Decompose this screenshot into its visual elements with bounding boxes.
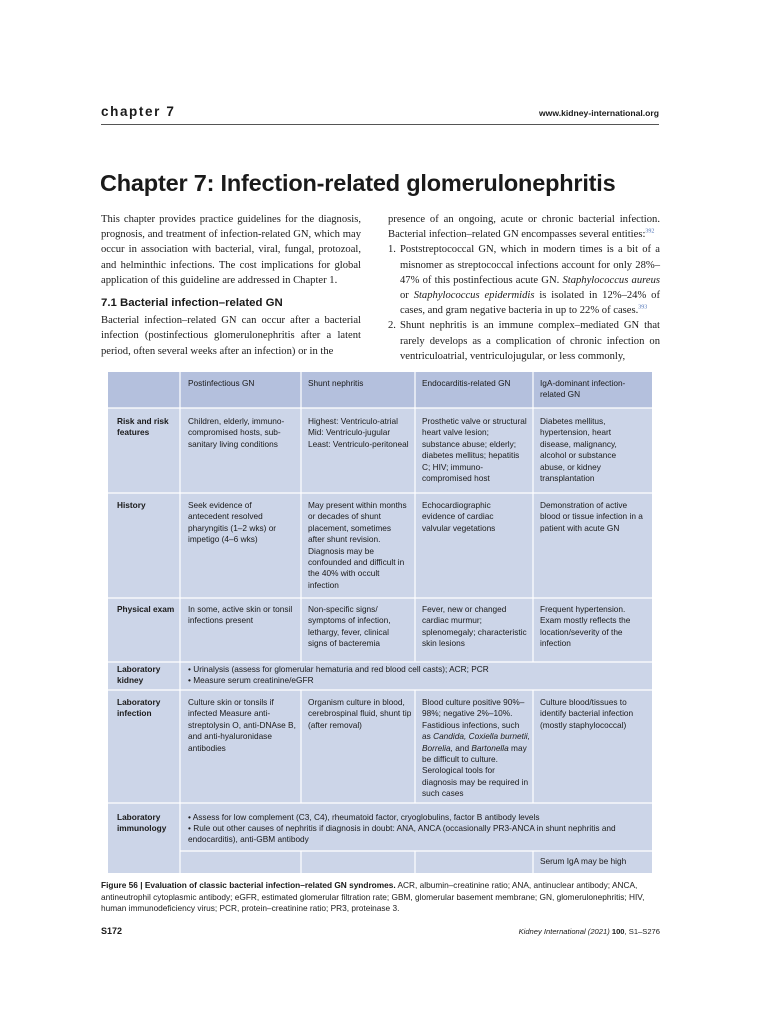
right-paragraph-text: presence of an ongoing, acute or chronic bacterial infection. Bacterial infection–related GN encompasses several entities:	[388, 214, 660, 241]
iga-note: Serum IgA may be high	[540, 856, 627, 866]
list-text: Poststreptococcal GN, which in modern times is a bit of a misnomer as streptococcal infections account for only 28%–47% of this postinfectious acute GN.	[400, 244, 660, 286]
column-header: IgA-dominant infection-related GN	[540, 378, 626, 400]
table-cell: Highest: Ventriculo-atrial Mid: Ventriculo-jugular Least: Ventriculo-peritoneal	[308, 416, 409, 449]
row-label: Physical exam	[117, 604, 175, 614]
organism-name: Staphylococcus epidermidis	[413, 290, 535, 302]
table-cell: Fever, new or changed cardiac murmur; splenomegaly; characteristic skin lesions	[422, 604, 527, 649]
list-item	[388, 318, 660, 364]
intro-paragraph: This chapter provides practice guidelines for the diagnosis, prognosis, and treatment of infection-related GN, which may occur in association with bacterial, viral, fungal, protozoal, and helminthic infections. The cost implications for global application of this guideline are addressed in Chapter 1.	[101, 214, 361, 286]
journal-citation	[519, 927, 660, 936]
column-header: Postinfectious GN	[188, 378, 255, 388]
list-number: 2.	[388, 320, 396, 332]
cell-text: and	[452, 742, 472, 753]
running-head-website[interactable]: www.kidney-international.org	[538, 108, 659, 118]
right-column	[388, 212, 660, 364]
caption-title: Figure 56 | Evaluation of classic bacterial infection–related GN syndromes.	[101, 880, 396, 890]
row-label: History	[117, 500, 146, 510]
row-label: Laboratory immunology	[117, 812, 167, 834]
table-cell: Seek evidence of antecedent resolved pharyngitis (1–2 wks) or impetigo (4–6 wks)	[188, 500, 277, 545]
caption-text: ACR, albumin–creatinine ratio; ANA, antinuclear antibody; ANCA, antineutrophil cytoplasmic antibody; eGFR, estimated glomerular filtration rate; GBM, glomerular basement membrane; GN, glomerulonephritis; HIV, human immunodeficiency virus; PCR, protein–creatinine ratio; PR3, proteinase 3.	[101, 880, 645, 914]
citation-link[interactable]: 392	[645, 228, 655, 235]
column-header: Endocarditis-related GN	[422, 378, 511, 388]
page-number: S172	[101, 926, 123, 936]
header-rule	[101, 124, 659, 125]
kidney-bullet: • Urinalysis (assess for glomerular hematuria and red blood cell casts); ACR; PCR	[188, 664, 489, 674]
table-cell: May present within months or decades of shunt placement, sometimes after shunt revision. Diagnosis may be confounded and difficult in the 40% with occult infection	[308, 500, 407, 590]
organism-name: Candida, Coxiella burnetii, Borrelia,	[422, 731, 530, 753]
journal-name: Kidney International (2021)	[518, 927, 612, 936]
table-cell-endocarditis	[422, 697, 530, 800]
organism-name: Staphylococcus aureus	[562, 274, 660, 286]
running-head-chapter: chapter 7	[101, 104, 176, 119]
journal-volume: 100	[611, 927, 625, 936]
journal-pages: , S1–S276	[624, 927, 660, 936]
table-cell: Culture skin or tonsils if infected Measure anti-streptolysin O, anti-DNAse B, and anti-hyaluronidase antibodies	[188, 697, 296, 753]
immunology-bullet: • Assess for low complement (C3, C4), rheumatoid factor, cryoglobulins, factor B antibody levels	[188, 812, 540, 822]
table-cell: Demonstration of active blood or tissue infection in a patient with acute GN	[540, 500, 643, 533]
cell-text: may be difficult to culture. Serological tools for diagnosis may be required in such cases	[422, 742, 529, 799]
table-cell: Frequent hypertension. Exam mostly reflects the location/severity of the infection	[540, 604, 631, 649]
left-column	[101, 212, 361, 359]
table-cell: Echocardiographic evidence of cardiac valvular vegetations	[422, 500, 496, 533]
table-cell: Culture blood/tissues to identify bacterial infection (mostly staphylococcal)	[540, 697, 634, 730]
list-text: or	[400, 290, 414, 302]
list-text: Shunt nephritis is an immune complex–mediated GN that rarely develops as a complication of chronic infection on ventriculoatrial, ventriculojugular, or less commonly,	[400, 320, 660, 362]
section-paragraph: Bacterial infection–related GN can occur after a bacterial infection (postinfectious glomerulonephritis after a latent period, often several weeks after an infection) or in the	[101, 315, 361, 357]
table-cell: Non-specific signs/ symptoms of infection, lethargy, fever, clinical signs of bacteremia	[308, 604, 391, 649]
table-cell: Prosthetic valve or structural heart valve lesion; substance abuse; elderly; diabetes mellitus; hepatitis C; HIV; immuno-compromised host	[422, 416, 527, 484]
section-heading: 7.1 Bacterial infection–related GN	[101, 297, 283, 310]
immunology-bullet: • Rule out other causes of nephritis if diagnosis in doubt: ANA, ANCA (occasionally PR3-ANCA in shunt nephritis and endocarditis), anti-GBM antibody	[188, 823, 616, 845]
right-paragraph	[388, 212, 660, 242]
row-label: Laboratory infection	[117, 697, 161, 719]
table-cell: In some, active skin or tonsil infections present	[188, 604, 293, 626]
list-number: 1.	[388, 244, 396, 256]
citation-link[interactable]: 393	[638, 304, 648, 311]
figure-56-table	[108, 372, 652, 873]
table-cell: Children, elderly, immuno-compromised hosts, sub-sanitary living conditions	[188, 416, 285, 449]
kidney-bullet: • Measure serum creatinine/eGFR	[188, 675, 314, 685]
row-label: Risk and risk features	[117, 416, 169, 438]
row-label: Laboratory kidney	[117, 664, 161, 686]
organism-name: Bartonella	[471, 742, 509, 753]
list-text: is isolated in 12%–24% of cases, and gram negative bacteria in up to 22% of cases.	[400, 290, 660, 317]
page-title: Chapter 7: Infection-related glomerulonephritis	[100, 170, 616, 196]
list-item	[388, 242, 660, 318]
cell-text: Blood culture positive 90%–98%; negative 2%–10%. Fastidious infections, such as	[422, 697, 525, 742]
table-cell: Organism culture in blood, cerebrospinal fluid, shunt tip (after removal)	[308, 697, 412, 730]
column-header: Shunt nephritis	[308, 378, 364, 388]
figure-caption	[101, 880, 661, 915]
table-cell: Diabetes mellitus, hypertension, heart disease, malignancy, alcohol or substance abuse, or kidney transplantation	[540, 416, 617, 484]
